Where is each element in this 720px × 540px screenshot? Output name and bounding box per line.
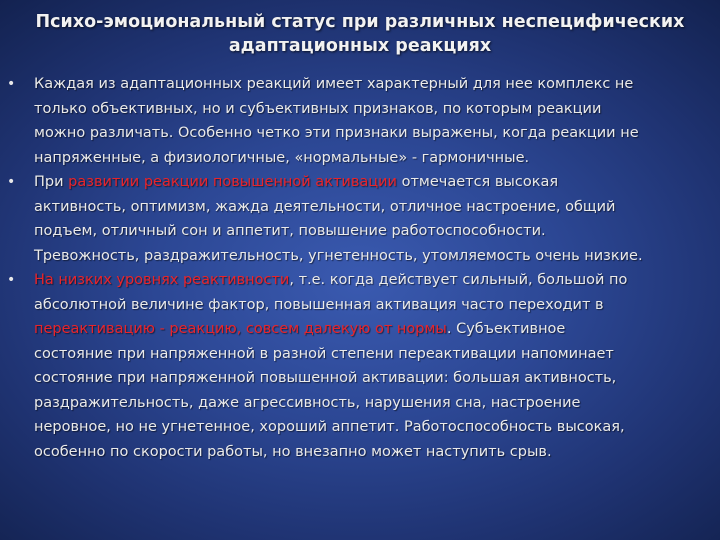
bullet-text-line (34, 170, 707, 195)
body-text: активность, оптимизм, жажда деятельности, отличное настроение, общий (34, 198, 616, 215)
bullet-text-line (34, 219, 707, 244)
bullet-text-line (34, 97, 707, 122)
bullet-text-line (34, 244, 707, 269)
body-text: напряженные, а физиологичные, «нормальные» - гармоничные. (34, 149, 530, 166)
bullet-item (7, 72, 707, 170)
body-text: состояние при напряженной в разной степени переактивации напоминает (34, 345, 614, 362)
highlighted-text: На низких уровнях реактивности (34, 272, 290, 288)
bullet-text-line (34, 342, 707, 367)
bullet-marker-icon: • (7, 272, 16, 288)
body-text: раздражительность, даже агрессивность, нарушения сна, настроение (34, 394, 581, 411)
bullet-item (7, 268, 707, 464)
slide-title-line-1: Психо-эмоциональный статус при различных неспецифических (35, 12, 685, 32)
bullet-text-line (34, 415, 707, 440)
bullet-marker-icon: • (7, 174, 16, 190)
bullet-list (7, 72, 707, 464)
body-text: подъем, отличный сон и аппетит, повышение работоспособности. (34, 223, 546, 239)
body-text: Каждая из адаптационных реакций имеет характерный для нее комплекс не (34, 76, 634, 92)
body-text: , т.е. когда действует сильный, большой по (289, 272, 628, 288)
body-text: неровное, но не угнетенное, хороший аппетит. Работоспособность высокая, (34, 419, 625, 435)
body-text: При (34, 174, 69, 190)
highlighted-text: переактивацию - реакцию, совсем далекую от нормы (34, 321, 447, 337)
body-text: только объективных, но и субъективных признаков, по которым реакции (34, 100, 602, 117)
bullet-text-line (34, 440, 707, 465)
body-text: особенно по скорости работы, но внезапно может наступить срыв. (34, 443, 552, 460)
bullet-text-line (34, 195, 707, 220)
body-text: состояние при напряженной повышенной активации: большая активность, (34, 370, 617, 386)
bullet-text-line (34, 391, 707, 416)
slide-title (20, 10, 700, 58)
bullet-text-line (34, 121, 707, 146)
bullet-text-line (34, 293, 707, 318)
bullet-text-line (34, 317, 707, 342)
highlighted-text: развитии реакции повышенной активации (68, 174, 397, 190)
bullet-text-line (34, 366, 707, 391)
bullet-item (7, 170, 707, 268)
bullet-marker-icon: • (7, 76, 16, 92)
body-text: абсолютной величине фактор, повышенная активация часто переходит в (34, 296, 604, 313)
body-text: отмечается высокая (396, 174, 559, 190)
body-text: Тревожность, раздражительность, угнетенность, утомляемость очень низкие. (34, 247, 643, 264)
body-text: . Субъективное (446, 321, 566, 337)
bullet-text-line (34, 72, 707, 97)
slide-title-line-2: адаптационных реакциях (228, 36, 492, 56)
bullet-text-line (34, 268, 707, 293)
body-text: можно различать. Особенно четко эти признаки выражены, когда реакции не (34, 125, 639, 141)
bullet-text-line (34, 146, 707, 171)
